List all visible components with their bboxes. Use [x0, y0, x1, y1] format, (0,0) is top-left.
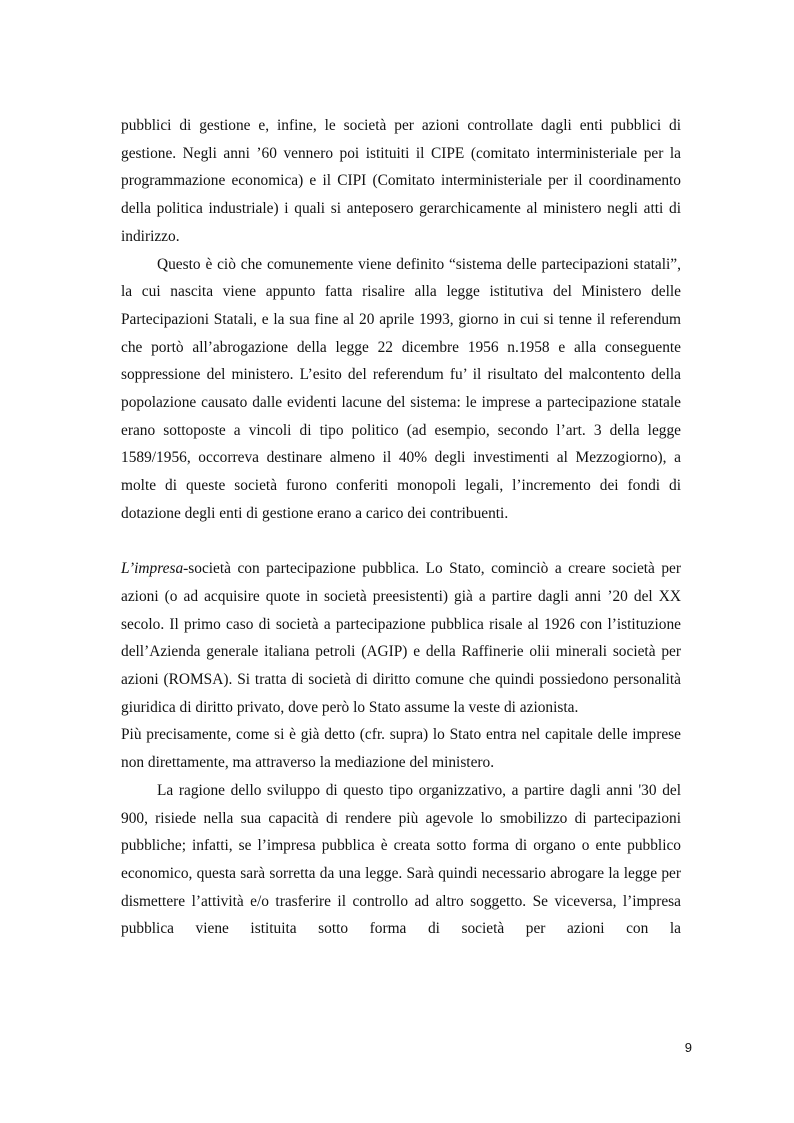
paragraph-4: Più precisamente, come si è già detto (cfr. supra) lo Stato entra nel capitale delle imprese non direttamente, ma attraverso la mediazione del ministero.: [121, 726, 681, 772]
paragraph-3-italic-lead: L’impresa: [121, 560, 184, 578]
paragraph-5: La ragione dello sviluppo di questo tipo organizzativo, a partire dagli anni '30 del 900, risiede nella sua capacità di rendere più agevole lo smobilizzo di partecipazioni pubbliche; infatti, se l’impresa pubblica è creata sotto forma di organo o ente pubblico economico, questa sarà sorretta da una legge. Sarà quindi necessario abrogare la legge per dismettere l’attività e/o trasferire il controllo ad altro soggetto. Se viceversa, l’impresa pubblica viene istituita sotto forma di società per azioni con la: [121, 781, 681, 938]
paragraph-3-text: -società con partecipazione pubblica. Lo Stato, cominciò a creare società per azioni (o ad acquisire quote in società preesistenti) già a partire dagli anni ’20 del XX secolo. Il primo caso di società a partecipazione pubblica risale al 1926 con l’istituzione dell’Azienda generale italiana petroli (AGIP) e della Raffinerie olii minerali società per azioni (ROMSA). Si tratta di società di diritto comune che quindi possiedono personalità giuridica di diritto privato, dove però lo Stato assume la veste di azionista.: [121, 560, 681, 716]
paragraph-2: Questo è ciò che comunemente viene definito “sistema delle partecipazioni statali”, la cui nascita viene appunto fatta risalire alla legge istitutiva del Ministero delle Partecipazioni Statali, e la sua fine al 20 aprile 1993, giorno in cui si tenne il referendum che portò all’abrogazione della legge 22 dicembre 1956 n.1958 e alla conseguente soppressione del ministero. L’esito del referendum fu’ il risultato del malcontento della popolazione causato dalle evidenti lacune del sistema: le imprese a partecipazione statale erano sottoposte a vincoli di tipo politico (ad esempio, secondo l’art. 3 della legge 1589/1956, occorreva destinare almeno il 40% degli investimenti al Mezzogiorno), a molte di queste società furono conferiti monopoli legali, l’incremento dei fondi di dotazione degli enti di gestione erano a carico dei contribuenti.: [121, 255, 681, 522]
body-text: [121, 112, 681, 943]
paragraph-3: [121, 555, 681, 721]
paragraph-1: pubblici di gestione e, infine, le società per azioni controllate dagli enti pubblici di gestione. Negli anni ’60 vennero poi istituiti il CIPE (comitato interministeriale per la programmazione economica) e il CIPI (Comitato interministeriale per il coordinamento della politica industriale) i quali si anteposero gerarchicamente al ministero negli atti di indirizzo.: [121, 117, 681, 245]
page-number: 9: [684, 1040, 692, 1055]
